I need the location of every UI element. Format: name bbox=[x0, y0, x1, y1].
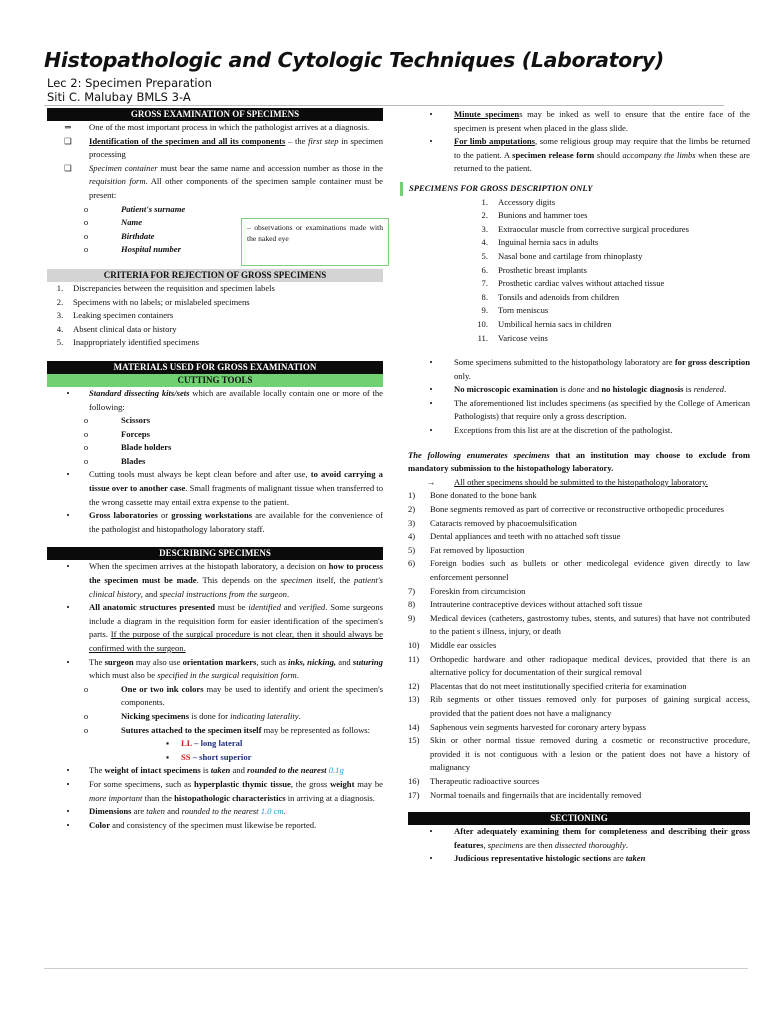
list-item: 4) Dental appliances and teeth with no attached soft tissue bbox=[408, 531, 621, 542]
list-item: • Color and consistency of the specimen must likewise be reported. bbox=[66, 819, 317, 830]
lecture-subtitle: Lec 2: Specimen Preparation bbox=[47, 76, 212, 90]
list-item: • Judicious representative histologic sections are taken bbox=[429, 853, 646, 864]
right-column bbox=[408, 108, 750, 866]
author-line: Siti C. Malubay BMLS 3-A bbox=[47, 90, 191, 104]
list-item: ❑ Identification of the specimen and all its components – the first step in specimen processing bbox=[64, 135, 384, 160]
list-item: ▪ SS – short superior bbox=[165, 751, 252, 762]
list-item: 4. Inguinal hernia sacs in adults bbox=[481, 237, 599, 248]
list-item: 3. Extraocular muscle from corrective surgical procedures bbox=[481, 223, 689, 234]
list-item: o Forceps bbox=[83, 428, 150, 439]
list-item: ❑ Specimen container must bear the same name and accession number as those in the requisition form. All other components of the specimen sample container must be present: bbox=[64, 162, 383, 200]
list-item: • Standard dissecting kits/sets which are available locally contain one or more of the following: bbox=[66, 387, 383, 412]
list-item: ⇒ One of the most important process in which the pathologist arrives at a diagnosis. bbox=[64, 122, 370, 132]
list-item: 2. Bunions and hammer toes bbox=[481, 210, 588, 221]
list-item: 16) Therapeutic radioactive sources bbox=[408, 775, 540, 786]
list-item: 4. Absent clinical data or history bbox=[56, 323, 177, 334]
left-column bbox=[47, 108, 383, 832]
list-item: 17) Normal toenails and fingernails that are incidentally removed bbox=[408, 789, 642, 800]
list-item: 7) Foreskin from circumcision bbox=[408, 585, 526, 596]
subheading-cutting-tools: CUTTING TOOLS bbox=[47, 374, 383, 387]
list-item: o Hospital number bbox=[83, 244, 181, 255]
footer-divider bbox=[44, 968, 748, 969]
list-item: 1. Accessory digits bbox=[481, 196, 556, 207]
list-item: • For some specimens, such as hyperplastic thymic tissue, the gross weight may be more important than the histopathologic characteristics in arriving at a diagnosis. bbox=[66, 778, 383, 803]
list-item: o One or two ink colors may be used to identify and orient the specimen's components. bbox=[83, 683, 383, 708]
document-title: Histopathologic and Cytologic Techniques (Laboratory) bbox=[44, 48, 664, 72]
header-divider bbox=[44, 105, 724, 106]
list-item: • Cutting tools must always be kept clean before and after use, to avoid carrying a tissue over to another case. Small fragments of malignant tissue when transferred to the wrong cassette may entail extra expense to the patient. bbox=[66, 469, 383, 507]
list-item: 7. Prosthetic cardiac valves without attached tissue bbox=[481, 278, 665, 289]
list-item: o Blade holders bbox=[83, 442, 172, 453]
list-item: 14) Saphenous vein segments harvested for coronary artery bypass bbox=[408, 721, 646, 732]
list-item: 13) Rib segments or other tissues removed only for purposes of gaining surgical access, provided that the patient does not have a malignancy bbox=[408, 694, 750, 718]
list-item: 2) Bone segments removed as part of corrective or reconstructive orthopedic procedures bbox=[408, 504, 724, 515]
list-item: o Scissors bbox=[83, 415, 151, 426]
list-item: 8. Tonsils and adenoids from children bbox=[481, 291, 620, 302]
list-item: o Patient's surname bbox=[83, 203, 186, 214]
note-box: – observations or examinations made with the naked eye bbox=[241, 218, 389, 266]
list-item: 6. Prosthetic breast implants bbox=[481, 264, 587, 275]
list-item: 1. Discrepancies between the requisition and specimen labels bbox=[56, 282, 275, 293]
list-item: • Some specimens submitted to the histopathology laboratory are for gross description only. bbox=[429, 357, 750, 381]
list-item: ▪ LL – long lateral bbox=[165, 738, 243, 749]
list-item: • When the specimen arrives at the histopath laboratory, a decision on how to process the specimen must be made. This depends on the specimen itself, the patient's clinical history, and special instructions from the surgeon. bbox=[66, 561, 383, 599]
list-item: o Sutures attached to the specimen itself may be represented as follows: bbox=[83, 724, 371, 735]
list-item: 6) Foreign bodies such as bullets or other medicolegal evidence given directly to law enforcement personnel bbox=[408, 558, 750, 582]
list-item: o Name bbox=[83, 217, 143, 228]
list-item: • Dimensions are taken and rounded to the nearest 1.0 cm. bbox=[66, 806, 286, 817]
list-item: 10. Umbilical hernia sacs in children bbox=[477, 318, 612, 329]
list-item: • The weight of intact specimens is taken and rounded to the nearest 0.1g bbox=[66, 765, 344, 776]
list-item: 3) Cataracts removed by phacoemulsification bbox=[408, 517, 577, 528]
list-item: 10) Middle ear ossicles bbox=[408, 639, 497, 650]
list-item: • For limb amputations, some religious group may require that the limbs be returned to the patient. A specimen release form should accompany the limbs when these are returned to the patient. bbox=[429, 136, 750, 174]
list-item: • Exceptions from this list are at the discretion of the pathologist. bbox=[429, 425, 673, 436]
section-heading-gross-only: SPECIMENS FOR GROSS DESCRIPTION ONLY bbox=[400, 182, 750, 196]
section-heading-gross-exam: GROSS EXAMINATION OF SPECIMENS bbox=[47, 108, 383, 121]
list-item: 12) Placentas that do not meet institutionally specified criteria for examination bbox=[408, 680, 687, 691]
list-item: 15) Skin or other normal tissue removed during a cosmetic or reconstructive procedure, provided it is not contiguous with a lesion or the patient does not have a history of malignancy bbox=[408, 735, 750, 773]
list-item: • After adequately examining them for completeness and describing their gross features, specimens are then dissected thoroughly. bbox=[429, 826, 750, 850]
section-heading-materials: MATERIALS USED FOR GROSS EXAMINATION bbox=[47, 361, 383, 374]
list-item: 3. Leaking specimen containers bbox=[56, 310, 174, 321]
section-heading-describing: DESCRIBING SPECIMENS bbox=[47, 547, 383, 560]
list-item: → All other specimens should be submitted to the histopathology laboratory. bbox=[426, 476, 708, 487]
list-item: 11. Varicose veins bbox=[477, 332, 548, 343]
list-item: 1) Bone donated to the bone bank bbox=[408, 490, 537, 501]
list-item: 9. Torn meniscus bbox=[481, 305, 549, 316]
enumeration-intro: The following enumerates specimens that an institution may choose to exclude from mandatory submission to the histopathology laboratory. bbox=[408, 449, 750, 474]
section-heading-rejection: CRITERIA FOR REJECTION OF GROSS SPECIMENS bbox=[47, 269, 383, 282]
section-heading-sectioning: SECTIONING bbox=[408, 812, 750, 825]
list-item: • The surgeon may also use orientation markers, such as inks, nicking, and suturing which must also be specified in the surgical requisition form. bbox=[66, 656, 383, 681]
list-item: 2. Specimens with no labels; or mislabeled specimens bbox=[56, 296, 250, 307]
list-item: 9) Medical devices (catheters, gastrostomy tubes, stents, and sutures) that have not contributed to the patient s illness, injury, or death bbox=[408, 612, 750, 637]
list-item: • The aforementioned list includes specimens (as specified by the College of American Pathologists) that require only a gross description. bbox=[429, 397, 750, 422]
list-item: o Birthdate bbox=[83, 230, 155, 241]
list-item: o Nicking specimens is done for indicating laterality. bbox=[83, 710, 301, 721]
list-item: 5) Fat removed by liposuction bbox=[408, 544, 525, 555]
list-item: • All anatomic structures presented must be identified and verified. Some surgeons include a diagram in the requisition form for easier identification of the specimen's parts. If the purpose of the surgical procedure is not clear, then it should always be confirmed with the surgeon. bbox=[66, 602, 383, 653]
list-item: • Minute specimens may be inked as well to ensure that the entire face of the specimen is present when placed in the glass slide. bbox=[429, 109, 750, 133]
list-item: 5. Inappropriately identified specimens bbox=[56, 337, 199, 348]
list-item: • Gross laboratories or grossing workstations are available for the convenience of the pathologist and histopathology laboratory staff. bbox=[66, 510, 383, 534]
list-item: • No microscopic examination is done and no histologic diagnosis is rendered. bbox=[429, 384, 727, 395]
list-item: 5. Nasal bone and cartilage from rhinoplasty bbox=[481, 250, 643, 261]
list-item: 11) Orthopedic hardware and other radiopaque medical devices, provided that there is an alternative policy for documentation of their surgical removal bbox=[408, 653, 750, 678]
list-item: o Blades bbox=[83, 455, 146, 466]
list-item: 8) Intrauterine contraceptive devices without attached soft tissue bbox=[408, 599, 643, 610]
